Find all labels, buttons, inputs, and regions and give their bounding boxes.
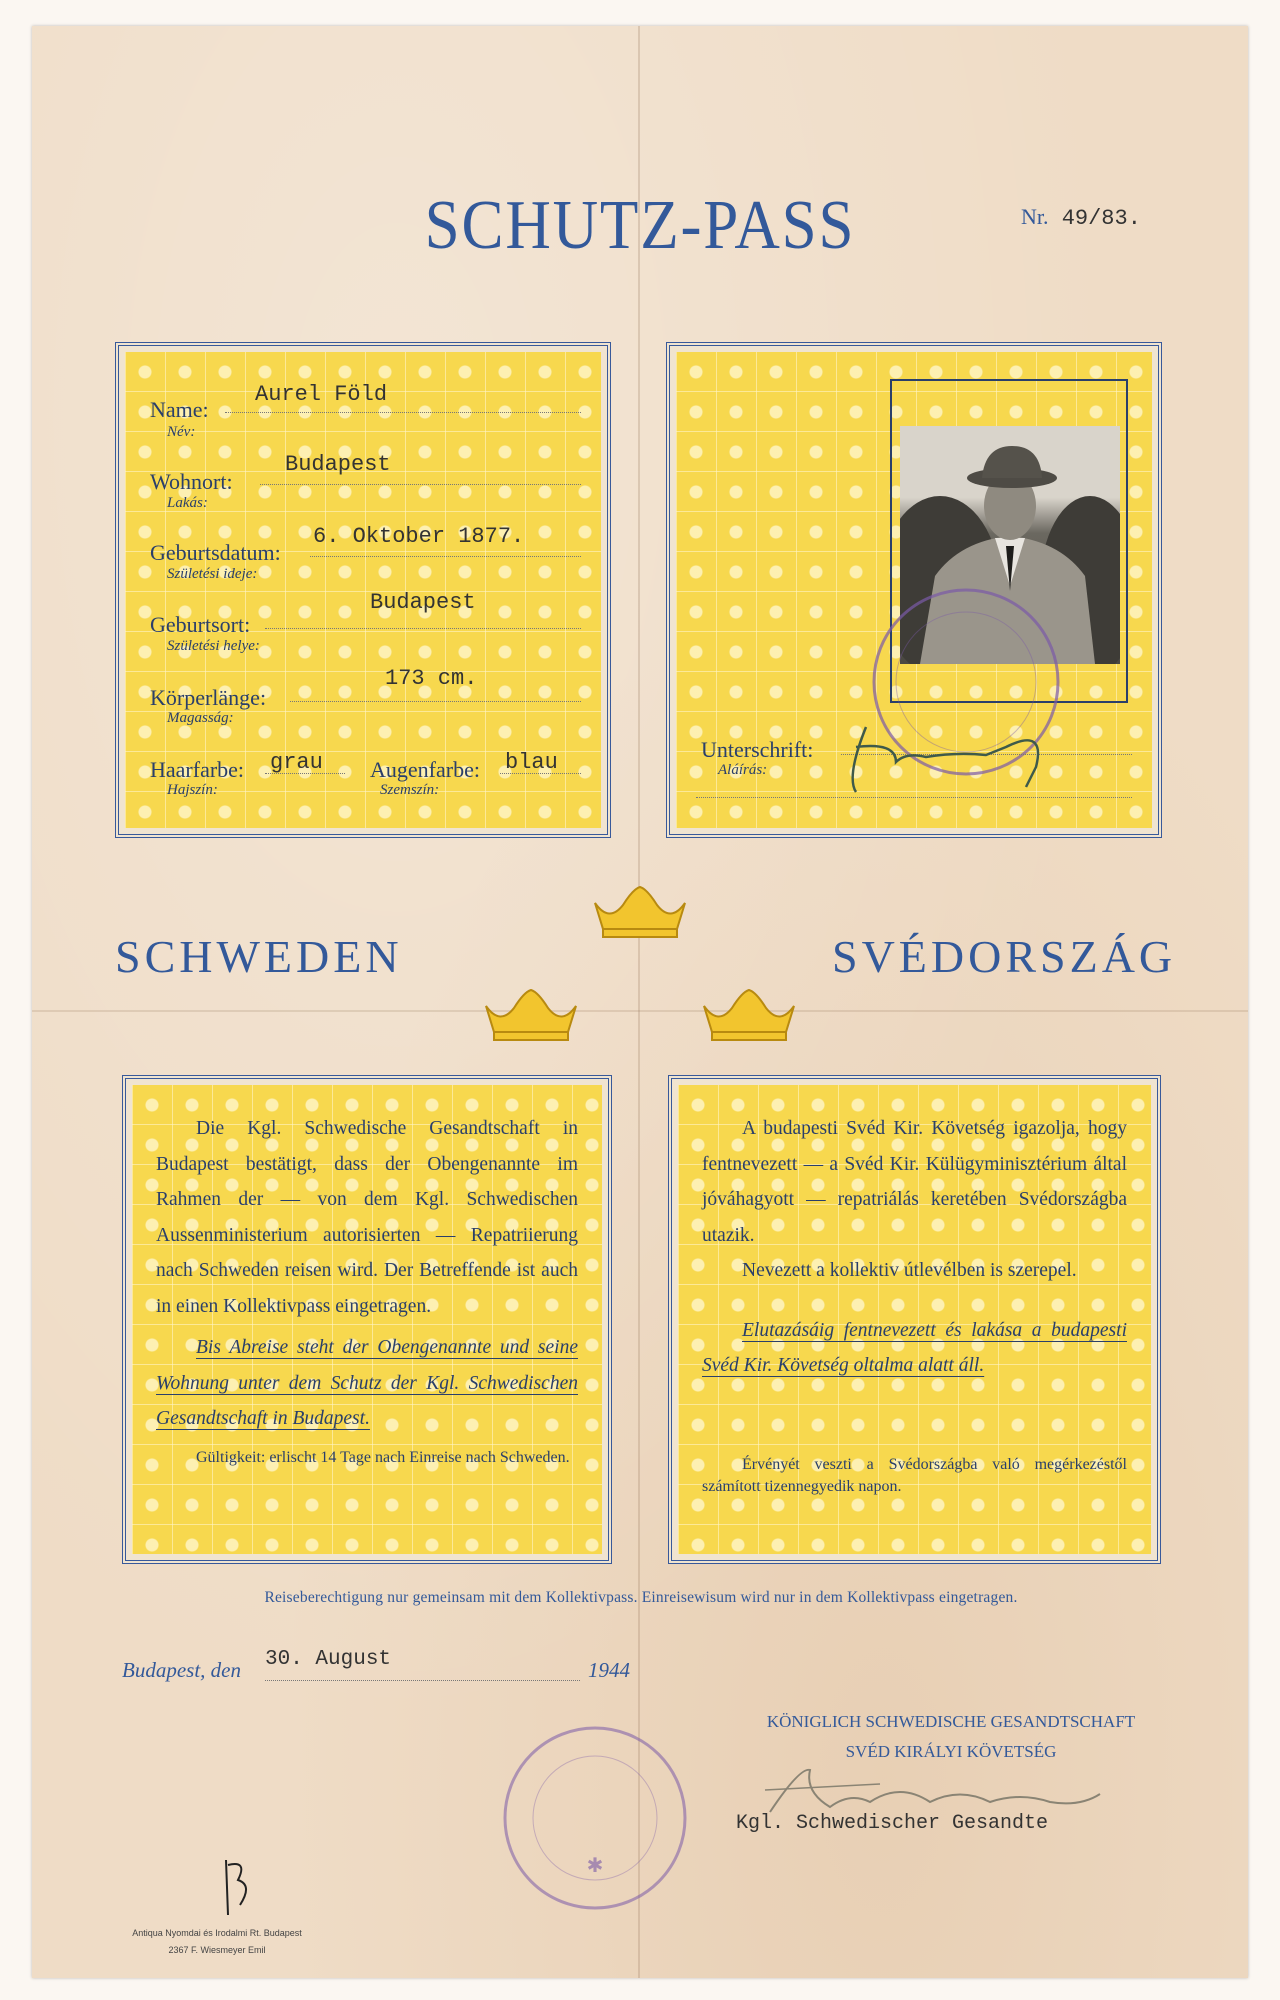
hungarian-paragraph: A budapesti Svéd Kir. Követség igazolja, hogy fentnevezett — a Svéd Kir. Külügyminisztérium által jóváhagyott — repatriálás keretében Svédországba utazik. xyxy=(702,1118,1127,1246)
name-value: Aurel Föld xyxy=(255,382,388,407)
birthdate-label: Geburtsdatum: xyxy=(150,540,281,565)
birthplace-value: Budapest xyxy=(370,590,476,615)
printer-order-number: 2367 F. Wiesmeyer Emil xyxy=(168,1945,266,1955)
german-validity: Gültigkeit: erlischt 14 Tage nach Einreise nach Schweden. xyxy=(196,1448,570,1466)
birthplace-label: Geburtsort: xyxy=(150,612,251,637)
signature-sub-label: Aláírás: xyxy=(718,762,768,778)
printer-imprint: Antiqua Nyomdai és Irodalmi Rt. Budapest xyxy=(132,1928,302,1938)
crown-icon xyxy=(698,986,800,1042)
issue-place: Budapest, den xyxy=(122,1658,241,1682)
document-title: SCHUTZ-PASS xyxy=(424,187,856,264)
pass-number-value: 49/83. xyxy=(1061,206,1141,231)
country-name-hungarian: SVÉDORSZÁG xyxy=(832,931,1177,982)
height-sub-label: Magasság: xyxy=(167,710,234,726)
eye-color-value: blau xyxy=(505,750,558,775)
hungarian-paragraph-2: Nevezett a kollektiv útlevélben is szerepel. xyxy=(742,1260,1077,1281)
name-sub-label: Név: xyxy=(167,424,196,440)
residence-value: Budapest xyxy=(285,452,391,477)
travel-note: Reiseberechtigung nur gemeinsam mit dem Kollektivpass. Einreisewisum wird nur in dem Kollektivpass eingetragen. xyxy=(264,1589,1018,1606)
fold-crease xyxy=(32,1010,1248,1012)
hair-color-label: Haarfarbe: xyxy=(150,757,245,782)
height-value: 173 cm. xyxy=(385,666,478,691)
signature-label: Unterschrift: xyxy=(701,737,814,762)
birthdate-sub-label: Születési ideje: xyxy=(167,566,258,582)
german-statement-panel xyxy=(122,1075,612,1564)
legation-name-german: KÖNIGLICH SCHWEDISCHE GESANDTSCHAFT xyxy=(766,1712,1136,1731)
svg-text:✱: ✱ xyxy=(586,1853,604,1877)
pass-number-label: Nr. xyxy=(1021,204,1049,229)
hair-color-sub-label: Hajszín: xyxy=(167,782,218,798)
legation-name-hungarian: SVÉD KIRÁLYI KÖVETSÉG xyxy=(845,1742,1057,1761)
eye-color-label: Augenfarbe: xyxy=(370,757,480,782)
hungarian-statement-panel xyxy=(668,1075,1161,1564)
issue-year: 1944 xyxy=(588,1658,630,1682)
holder-signature xyxy=(836,717,1066,797)
german-protection-paragraph: Bis Abreise steht der Obengenannte und seine Wohnung unter dem Schutz der Kgl. Schwedischen Gesandtschaft in Budapest. xyxy=(156,1337,578,1429)
envoy-title: Kgl. Schwedischer Gesandte xyxy=(736,1812,1049,1835)
crown-icon xyxy=(480,986,582,1042)
name-label: Name: xyxy=(150,397,209,422)
birthplace-sub-label: Születési helye: xyxy=(167,638,260,654)
residence-sub-label: Lakás: xyxy=(167,495,208,511)
eye-color-sub-label: Szemszín: xyxy=(380,782,440,798)
german-paragraph: Die Kgl. Schwedische Gesandtschaft in Budapest bestätigt, dass der Obengenannte im Rahmen der — von dem Kgl. Schwedischen Aussenministerium autorisierten — Repatriierung nach Schweden reisen wird. Der Betreffende ist auch in einen Kollektivpass eingetragen. xyxy=(156,1118,578,1317)
legation-stamp xyxy=(499,1722,691,1914)
hair-color-value: grau xyxy=(270,750,323,775)
issue-date: 30. August xyxy=(265,1648,392,1671)
hungarian-protection-paragraph: Elutazásáig fentnevezett és lakása a budapesti Svéd Kir. Követség oltalma alatt áll. xyxy=(702,1319,1127,1376)
residence-label: Wohnort: xyxy=(150,469,233,494)
document-sheet xyxy=(32,26,1248,1978)
country-name-german: SCHWEDEN xyxy=(115,931,403,982)
hungarian-validity: Érvényét veszti a Svédországba való megérkezéstől számított tizennegyedik napon. xyxy=(702,1455,1127,1495)
pass-number xyxy=(1021,204,1141,231)
personal-data-panel xyxy=(115,342,611,838)
fold-crease xyxy=(638,26,640,1978)
handwritten-initial xyxy=(218,1855,258,1925)
photo-panel xyxy=(666,342,1162,838)
crown-icon xyxy=(589,883,691,939)
height-label: Körperlänge: xyxy=(150,685,267,710)
birthdate-value: 6. Oktober 1877. xyxy=(313,524,525,549)
